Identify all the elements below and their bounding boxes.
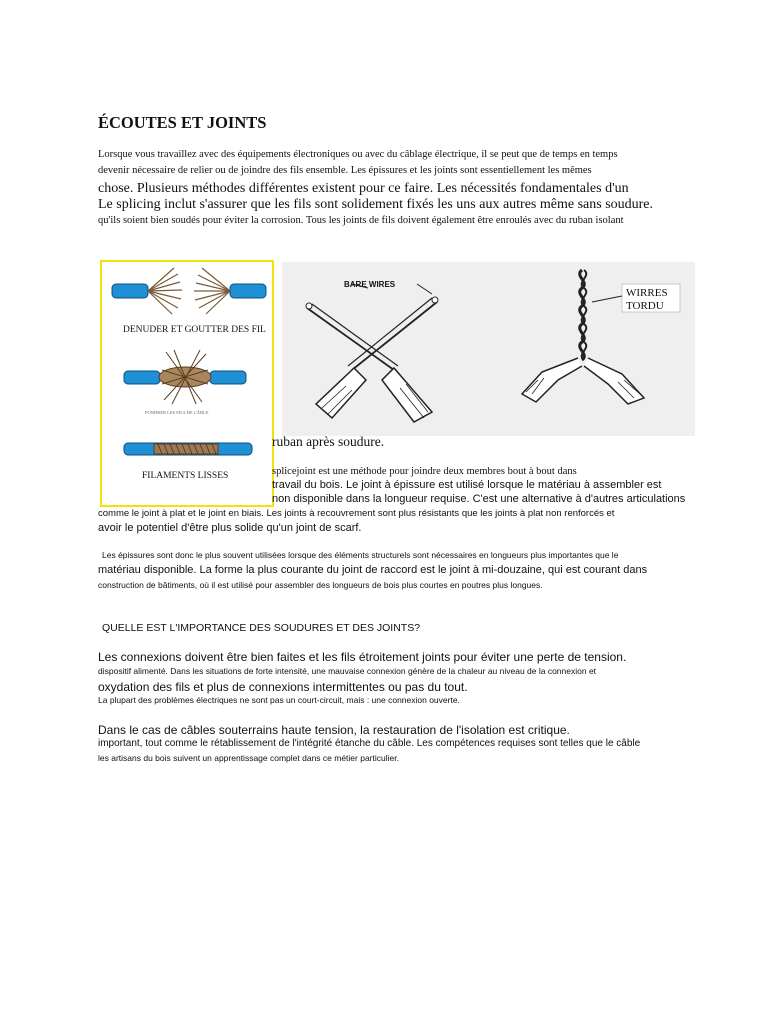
figure-label-strip: DENUDER ET GOUTTER DES FIL: [123, 325, 266, 335]
wire-twist-figure: [282, 262, 695, 436]
splice-steps-figure: [100, 260, 274, 507]
body-line: La plupart des problèmes électriques ne sont pas un court-circuit, mais : une connexion ouverte.: [98, 695, 460, 705]
page-title: ÉCOUTES ET JOINTS: [98, 113, 267, 132]
body-line: ruban après soudure.: [272, 434, 385, 449]
body-line: splicejoint est une méthode pour joindre deux membres bout à bout dans: [272, 466, 577, 477]
bare-wires-drawing: [306, 284, 438, 422]
intro-line: Lorsque vous travaillez avec des équipements électroniques ou avec du câblage électrique, il se peut que de temps en temps: [98, 149, 618, 160]
figure-label-smooth: FILAMENTS LISSES: [142, 471, 229, 481]
intro-line: Le splicing inclut s'assurer que les fils sont solidement fixés les uns aux autres même sans soudure.: [98, 197, 654, 212]
body-line: construction de bâtiments, où il est utilisé pour assembler des longueurs de bois plus courtes en poutres plus longues.: [98, 580, 543, 590]
intro-line: chose. Plusieurs méthodes différentes existent pour ce faire. Les nécessités fondamentales d'un: [98, 181, 629, 196]
label-bare-wires: BARE WIRES: [344, 280, 396, 289]
body-line: matériau disponible. La forme la plus courante du joint de raccord est le joint à mi-douzaine, qui est courant dans: [98, 564, 648, 576]
label-twisted-2: TORDU: [626, 300, 664, 312]
body-line: Les connexions doivent être bien faites et les fils étroitement joints pour éviter une perte de tension.: [98, 650, 627, 664]
splice-steps-illustration: [102, 262, 272, 505]
body-line: dispositif alimenté. Dans les situations de forte intensité, une mauvaise connexion génère de la chaleur au niveau de la connexion et: [98, 666, 597, 676]
body-line: les artisans du bois suivent un apprentissage complet dans ce métier particulier.: [98, 753, 399, 763]
label-twisted-1: WIRRES: [626, 287, 668, 299]
smooth-splice-drawing: [124, 443, 252, 455]
body-line: important, tout comme le rétablissement de l'intégrité étanche du câble. Les compétences requises sont telles que le câble: [98, 738, 641, 749]
body-line: avoir le potentiel d'être plus solide qu'un joint de scarf.: [98, 522, 362, 534]
body-line: oxydation des fils et plus de connexions intermittentes ou pas du tout.: [98, 680, 468, 694]
figure-label-interleave: PONDRER LES FILS DE CÂBLE: [145, 410, 209, 415]
interleaved-cables-drawing: [124, 350, 246, 404]
wire-twist-illustration: [282, 262, 695, 436]
body-line: Les épissures sont donc le plus souvent utilisées lorsque des éléments structurels sont nécessaires en longueurs plus importantes que le: [102, 550, 619, 560]
body-line: non disponible dans la longueur requise. C'est une alternative à d'autres articulations: [272, 493, 686, 505]
stripped-cables-drawing: [112, 268, 266, 314]
body-line: travail du bois. Le joint à épissure est utilisé lorsque le matériau à assembler est: [272, 479, 662, 491]
body-line: comme le joint à plat et le joint en biais. Les joints à recouvrement sont plus résistants que les joints à plat non renforcés et: [98, 508, 615, 519]
section-question: QUELLE EST L'IMPORTANCE DES SOUDURES ET DES JOINTS?: [102, 622, 421, 634]
intro-line: qu'ils soient bien soudés pour éviter la corrosion. Tous les joints de fils doivent également être enroulés avec du ruban isolant: [98, 215, 624, 226]
intro-line: devenir nécessaire de relier ou de joindre des fils ensemble. Les épissures et les joints sont essentiellement les mêmes: [98, 165, 592, 176]
body-line: Dans le cas de câbles souterrains haute tension, la restauration de l'isolation est critique.: [98, 723, 570, 737]
